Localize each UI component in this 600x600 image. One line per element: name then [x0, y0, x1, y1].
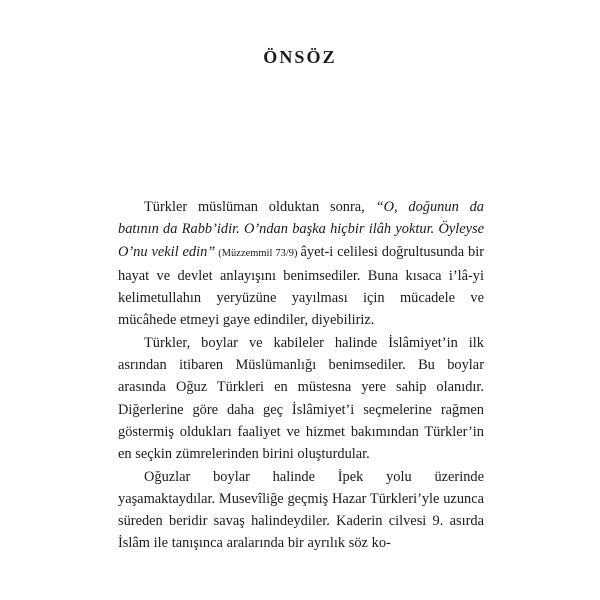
paragraph-1 — [118, 196, 484, 332]
paragraph-3: Oğuzlar boylar halinde İpek yolu üzerinde yaşamaktaydılar. Musevîliğe geçmiş Hazar Türkleri’yle uzunca süreden beridir savaş halindeydiler. Kaderin cilvesi 9. asırda İslâm ile tanışınca aralarında bir ayrılık söz ko- — [118, 468, 484, 552]
paragraph-1-lead-text: Türkler müslüman olduktan sonra, — [144, 199, 376, 215]
quote-citation: (Müzzemmil 73/9) — [215, 247, 301, 259]
page-title: ÖNSÖZ — [263, 47, 337, 67]
body-text-column — [118, 196, 484, 555]
paragraph-1-tail-text: âyet-i celilesi doğrultusunda bir hayat ve devlet anlayışını benimsediler. Buna kısaca i’lâ-yi kelimetullahın yeryüzüne yayılması için mücadele ve mücâhede etmeyi gaye edindiler, diyebiliriz. — [118, 243, 484, 329]
quran-quote: “O, doğunun da batının da Rabb’idir. O’ndan başka hiçbir ilâh yoktur. Öyleyse O’nu vekil edin” — [118, 199, 484, 260]
paragraph-2: Türkler, boylar ve kabileler halinde İslâmiyet’in ilk asrından itibaren Müslümanlığı benimsediler. Bu boylar arasında Oğuz Türkleri en müstesna yere sahip olanıdır. Diğerlerine göre daha geç İslâmiyet’i seçmelerine rağmen göstermiş oldukları faaliyet ve hizmet bakımından Türkler’in en seçkin zümrelerinden birini oluşturdular. — [118, 334, 484, 463]
